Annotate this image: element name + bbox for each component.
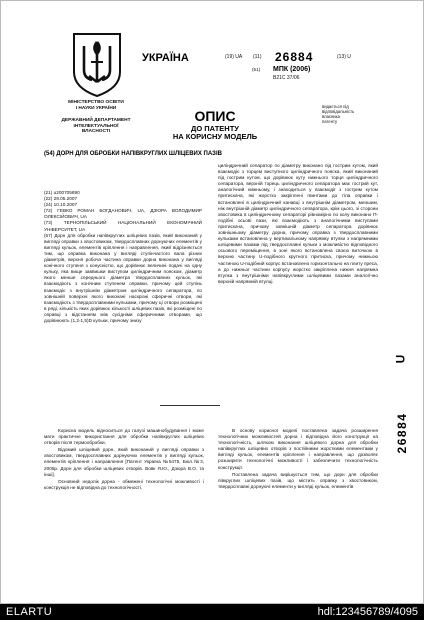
description-paragraph: Відомий шліцевий дорн, який виконаний у вигляді оправки з хвостовиком, твердосплавних дорнуючих елементів у вигляді кульок, елементів кріплення і направлення [Патент Україна №5475, Бюл.№3, 2005р. Дорн для обробки шліцевих отворів. Вовк Я.Ю., Дзюра В.О. та інші].	[44, 447, 204, 477]
document-title: ОПИС	[194, 108, 236, 124]
vertical-kind-code: U	[393, 354, 408, 364]
footer-repository-name: ELARTU	[6, 606, 53, 618]
document-subtitle-2: НА КОРИСНУ МОДЕЛЬ	[172, 132, 258, 141]
footer-bar	[0, 604, 424, 620]
patent-number: 26884	[275, 50, 314, 64]
section-divider	[160, 405, 220, 406]
department-label: ДЕРЖАВНИЙ ДЕПАРТАМЕНТ ІНТЕЛЕКТУАЛЬНОЇ ВЛАСНОСТІ	[61, 118, 131, 135]
description-right	[218, 428, 378, 490]
ministry-label: МІНІСТЕРСТВО ОСВІТИ І НАУКИ УКРАЇНИ	[68, 100, 124, 111]
country-code-label: (19) UA	[225, 54, 243, 60]
description-paragraph: Основний недолік дорна - обмежені технологічні можливості і конструкція не відповідна до технологічності.	[44, 478, 204, 490]
vertical-patent-code	[392, 370, 412, 490]
biblio-entry: (72) ГЕВКО РОМАН БОГДАНОВИЧ, UA, ДЗЮРА ВОЛОДИМИР ОЛЕКСІЙОВИЧ, UA	[44, 208, 202, 220]
description-paragraph: Поставлена задача вирішується тим, що дорн для обробки півкруглих шліцевих пазів, що містить оправку з хвостовиком, твердосплавні дорнуючі елементи у вигляді кульок, елементів	[218, 471, 378, 489]
ipc-code-label: (51)	[252, 67, 261, 72]
document-subtitle-1: ДО ПАТЕНТУ	[191, 124, 239, 133]
description-paragraph: В основу корисної моделі поставлена задача розширення технологічних можливостей дорна і відповідна його конструкції на технологічність, шляхом виконання шліцевого дорна для обробки напівкруглих шліцевих отворів з постійними жорсткими елементами у вигляді кульок, елементів кріплення і направлення, що дозволяє розширити технологічні можливості і забезпечити технологічність конструкції.	[218, 428, 378, 470]
biblio-entry: (21) u200705890	[44, 190, 80, 195]
claims-text: циліндричний сепаратор по діаметру виконано під гострим кутом, який взаємодіє з торцем виступного циліндричного пояска, який виконаний під гострим кутом, що дорівнює куту нижнього торця циліндричного сепаратора, верхній торець циліндричного сепаратора має гострий кут, аналогічний нижньому, і знаходиться у взаємодії з гострим кутом притискача, які жорстко закріплені гвинтами до тіла оправки і встановлені в циліндричний канавці з внутрішнім діаметром, меншим, ніж внутрішній діаметр циліндричного сепаратора, крім цього, зі сторони хвостовика в циліндричному сепараторі рівномірно по колу виконано П-подібні осьові пази, які взаємодіють з аналогічними виступами притискача, причому зовнішній діаметр сепаратора дорівнює зовнішньому діаметру дорна, причому оправка з твердосплавними кульками встановлена у вертикальному напрямку втулки з напрямними шліцевими пазами під твердосплавні кульки з можливістю відповідного осьового переміщення, в зоні якого встановлена своєю виточкою в верхню частину U-подібного крутного притиска, причому нижньою частиною U-подібний корпус встановлено горизонтально на плиту преса, а до нижньої частини корпусу жорстко закріплена нижня напрямна втулка з внутрішніми напівкруглими шліцевими пазами аналогічно верхній напрямній втулці.	[218, 163, 378, 284]
biblio-entry: (24) 10.10.2007	[44, 202, 78, 208]
footer-handle: hdl:123456789/4095	[317, 606, 418, 618]
claims-continued	[218, 163, 378, 285]
invention-title: (54) ДОРН ДЛЯ ОБРОБКИ НАПІВКРУГЛИХ ШЛІЦЕВИХ ПАЗІВ	[44, 151, 222, 157]
abstract-text: (57) Дорн для обробки напівкруглих шліцевих пазів, який виконаний у вигляді оправки з хвостовиком, твердосплавних дорнуючих елементів у вигляді кульок, елементів кріплення і направлення, який відрізняється тим, що оправка виконана у вигляді ступінчастого вала різних діаметрів, верхня робоча частина оправки дорна виконана у вигляді конічного ступеня з конусністю, що дорівнює величині подачі на одну кульку, яка вище заввишки виступом циліндричним пояском, діаметр якого менше середнього діаметра твердосплавних кульок, які взаємодіють з конічним ступенем оправки, причому цей ступінь взаємодіє з внутрішнім діаметром циліндричного сепаратора, по зовнішній поверхні якого виконані наскрізні сферичні отвори, які взаємодіють з твердосплавними кульками, причому ці отвори розміщені в ряді, кількість яких дорівнює кількості шліцевих пазів, які розміщені по оправці з відстанням між сусідніми сферичними отворами, що дорівнюють (1,2-1,5)D кульки, причому знизу	[44, 232, 202, 323]
country-name: УКРАЇНА	[142, 52, 189, 64]
biblio-entry: (73) ТЕРНОПІЛЬСЬКИЙ НАЦІОНАЛЬНИЙ ЕКОНОМІЧНИЙ УНІВЕРСИТЕТ, UA	[44, 220, 202, 232]
kind-code-label: (13) U	[337, 54, 351, 60]
ipc-class: B21C 37/06	[273, 75, 300, 81]
biblio-column	[44, 190, 202, 324]
biblio-entry: (22) 29.05.2007	[44, 196, 78, 202]
number-code-label: (11)	[253, 54, 262, 60]
ipc-label: МПК (2006)	[273, 66, 311, 73]
patent-number-block	[225, 50, 395, 66]
description-paragraph: Корисна модель відноситься до галузі машинобудування і може мати практичне використання для обробки напівкруглих шліцевих отворів після термообробки.	[44, 428, 204, 446]
description-left	[44, 428, 204, 491]
vertical-patent-number: 26884	[395, 412, 409, 454]
trident-emblem-icon	[70, 32, 124, 98]
responsibility-note: видається під відповідальність власника патенту	[322, 104, 355, 124]
